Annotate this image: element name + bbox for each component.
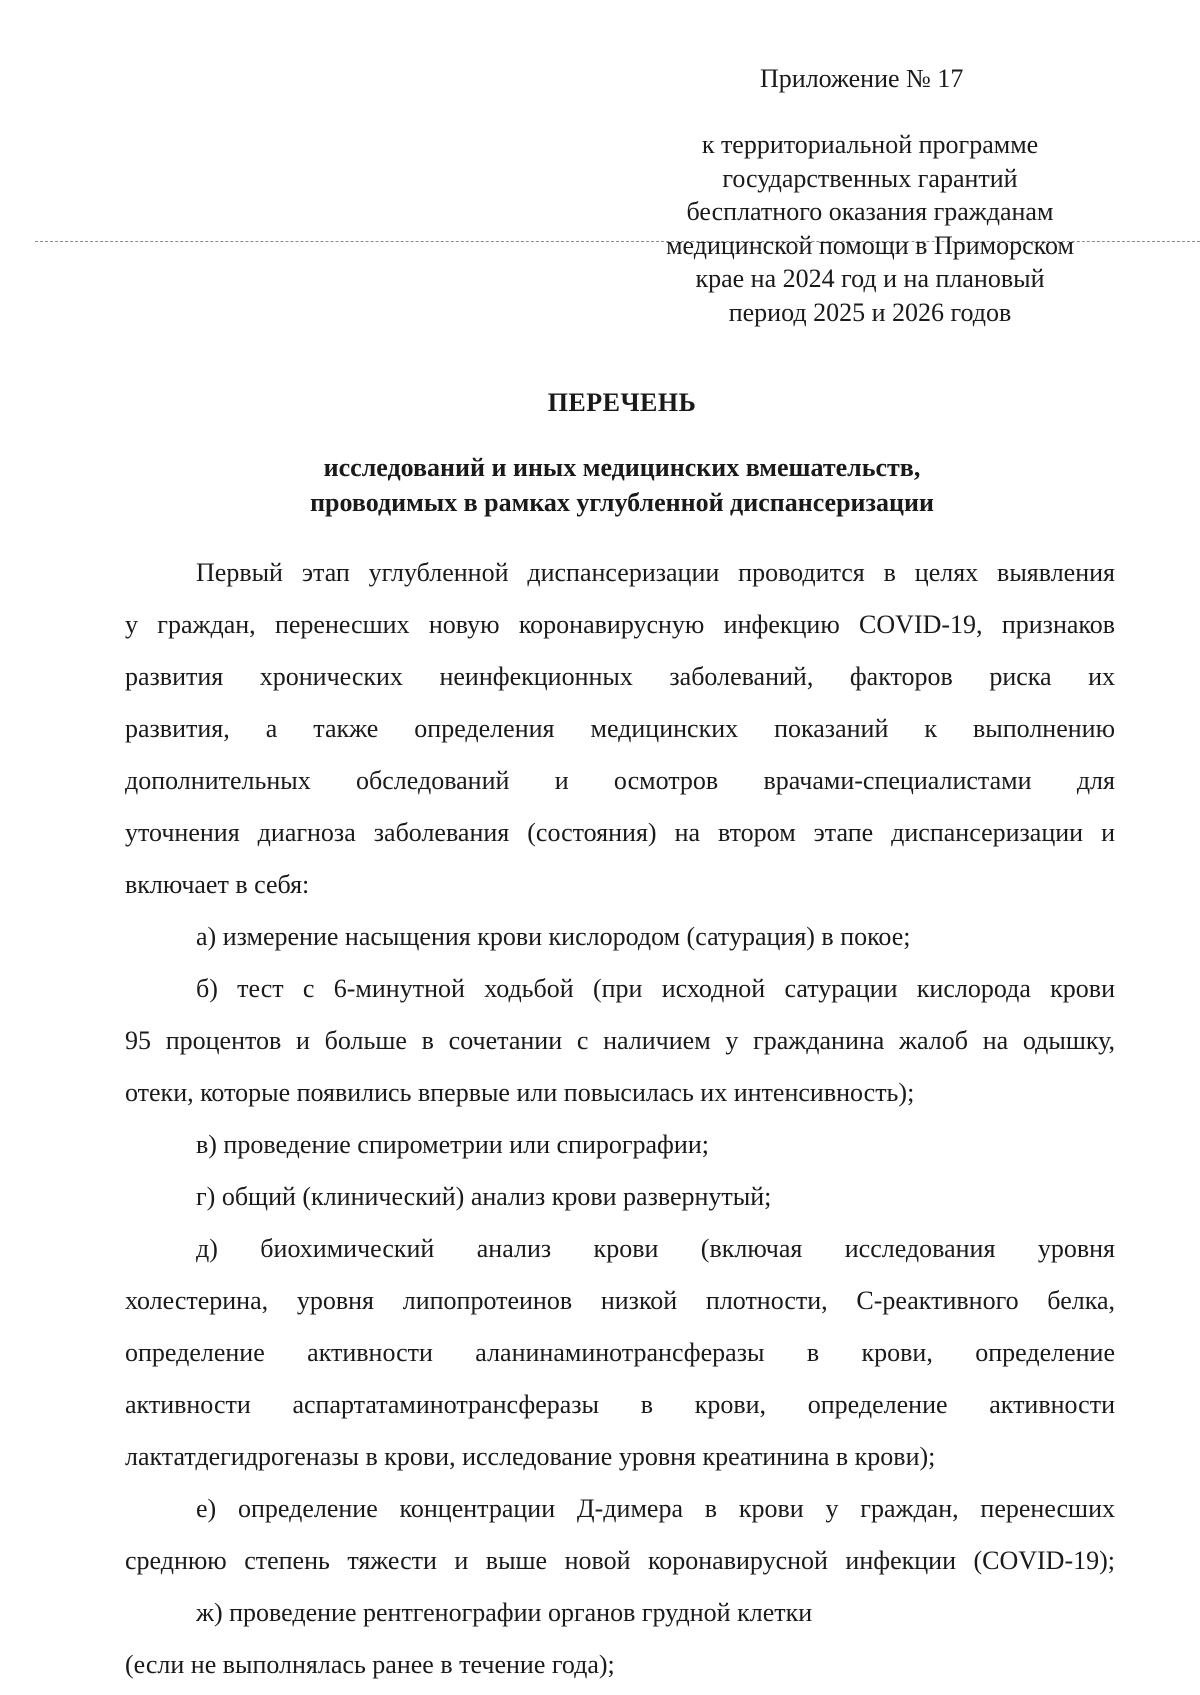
- document-body: [125, 547, 1115, 1691]
- appendix-caption-line: крае на 2024 год и на плановый: [695, 264, 1045, 293]
- paragraph-line: у граждан, перенесших новую коронавирусную инфекцию COVID-19, признаков: [125, 610, 1115, 639]
- appendix-caption-line: период 2025 и 2026 годов: [728, 297, 1012, 327]
- list-item: в) проведение спирометрии или спирографии;: [196, 1130, 709, 1159]
- list-item-continuation: лактатдегидрогеназы в крови, исследование уровня креатинина в крови);: [125, 1442, 936, 1471]
- paragraph-line: развития хронических неинфекционных заболеваний, факторов риска их: [125, 662, 1115, 691]
- list-item-continuation: среднюю степень тяжести и выше новой коронавирусной инфекции (COVID-19);: [125, 1546, 1115, 1575]
- list-item: а) измерение насыщения крови кислородом (сатурация) в покое;: [196, 922, 911, 951]
- list-item-continuation: отеки, которые появились впервые или повысилась их интенсивность);: [125, 1078, 915, 1107]
- list-item: б) тест с 6-минутной ходьбой (при исходной сатурации кислорода крови: [196, 974, 1115, 1003]
- appendix-caption-line: к территориальной программе: [701, 130, 1039, 159]
- list-item: д) биохимический анализ крови (включая исследования уровня: [196, 1234, 1115, 1263]
- paragraph-line: дополнительных обследований и осмотров врачами-специалистами для: [125, 766, 1115, 795]
- document-subtitle: [0, 450, 1200, 520]
- list-item-continuation: (если не выполнялась ранее в течение года);: [125, 1650, 615, 1679]
- appendix-caption-line: бесплатного оказания гражданам: [686, 197, 1054, 226]
- list-item-continuation: холестерина, уровня липопротеинов низкой плотности, С-реактивного белка,: [125, 1286, 1115, 1315]
- document-subtitle-line: проводимых в рамках углубленной диспансеризации: [310, 488, 934, 517]
- paragraph-line: уточнения диагноза заболевания (состояния) на втором этапе диспансеризации и: [125, 818, 1115, 847]
- list-item: е) определение концентрации Д-димера в крови у граждан, перенесших: [196, 1494, 1115, 1523]
- paragraph-line: включает в себя:: [125, 870, 310, 899]
- appendix-caption-line: медицинской помощи в Приморском: [666, 230, 1074, 260]
- list-item: ж) проведение рентгенографии органов грудной клетки: [196, 1598, 813, 1627]
- paragraph-line: Первый этап углубленной диспансеризации проводится в целях выявления: [196, 558, 1115, 587]
- appendix-number: Приложение № 17: [760, 64, 964, 93]
- paragraph-line: развития, а также определения медицинских показаний к выполнению: [125, 714, 1115, 743]
- document-title: ПЕРЕЧЕНЬ: [547, 388, 697, 417]
- list-item: г) общий (клинический) анализ крови развернутый;: [196, 1182, 772, 1211]
- list-item-continuation: активности аспартатаминотрансферазы в крови, определение активности: [125, 1390, 1115, 1419]
- appendix-caption: [630, 128, 1110, 329]
- list-item-continuation: 95 процентов и больше в сочетании с наличием у гражданина жалоб на одышку,: [125, 1026, 1115, 1055]
- list-item-continuation: определение активности аланинаминотрансферазы в крови, определение: [125, 1338, 1115, 1367]
- appendix-caption-line: государственных гарантий: [722, 163, 1018, 193]
- document-subtitle-line: исследований и иных медицинских вмешательств,: [323, 453, 921, 482]
